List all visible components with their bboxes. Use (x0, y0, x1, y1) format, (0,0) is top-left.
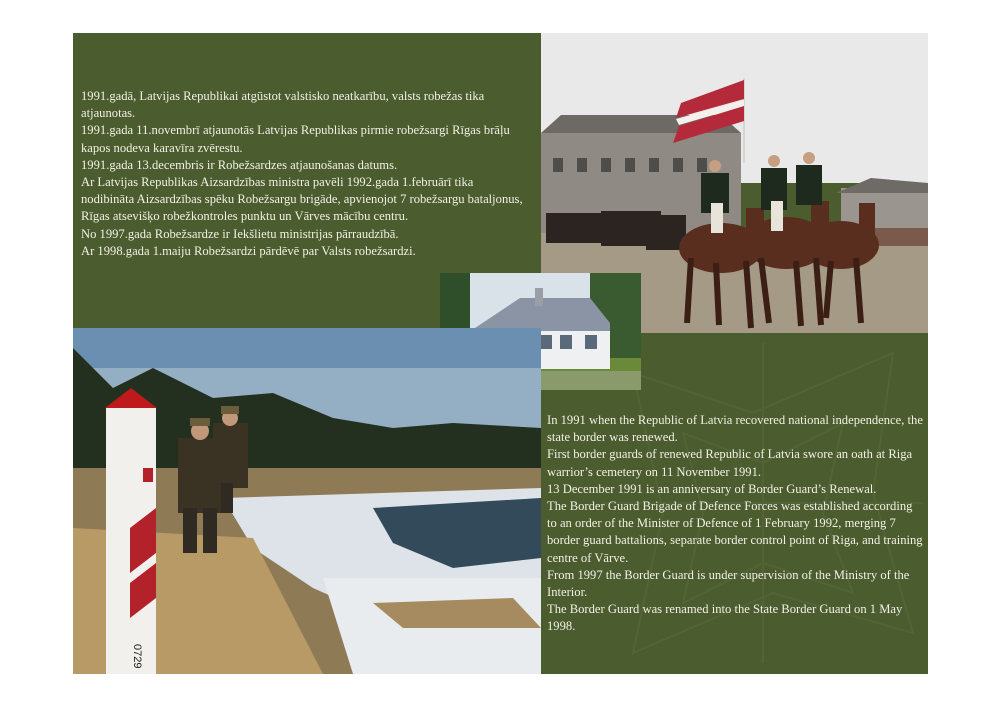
english-paragraph: In 1991 when the Republic of Latvia recovered national independence, the state border was renewed. (547, 413, 923, 445)
english-paragraph: 13 December 1991 is an anniversary of Border Guard’s Renewal. (547, 481, 877, 496)
border-post-number: 0729 (131, 644, 143, 669)
english-paragraph: The Border Guard Brigade of Defence Forces was established according to an order of the Minister of Defence of 1 February 1992, merging 7 border guard battalions, separate border control point of Riga, and training centre of Vārve. (547, 499, 923, 565)
slide (73, 33, 928, 674)
latvian-paragraph: 1991.gada 13.decembris ir Robežsardzes atjaunošanas datums. (81, 157, 398, 172)
latvian-paragraph: 1991.gada 11.novembrī atjaunotās Latvijas Republikas pirmie robežsargi Rīgas brāļu kapos nodeva karavīra zvērestu. (81, 123, 510, 155)
photo-border-post-with-guards (73, 328, 541, 674)
latvian-text-block (81, 88, 526, 260)
latvian-paragraph: Ar Latvijas Republikas Aizsardzības ministra pavēli 1992.gada 1.februārī tika nodibināta Aizsardzības spēku Robežsargu brigāde, apvienojot 7 robežsargu bataljonus, Rīgas atsevišķo robežkontroles punktu un Vārves mācību centru. (81, 175, 523, 224)
latvian-paragraph: No 1997.gada Robežsardze ir Iekšlietu ministrijas pārraudzībā. (81, 226, 399, 241)
english-paragraph: From 1997 the Border Guard is under supervision of the Ministry of the Interior. (547, 567, 910, 600)
english-paragraph: The Border Guard was renamed into the State Border Guard on 1 May 1998. (547, 602, 903, 634)
latvian-paragraph: 1991.gadā, Latvijas Republikai atgūstot valstisko neatkarību, valsts robežas tika atjaunotas. (81, 89, 485, 121)
english-text-block (547, 412, 925, 636)
english-paragraph: First border guards of renewed Republic of Latvia swore an oath at Riga warrior’s cemetery on 11 November 1991. (547, 447, 913, 479)
latvian-paragraph: Ar 1998.gada 1.maiju Robežsardzi pārdēvē par Valsts robežsardzi. (81, 243, 416, 258)
